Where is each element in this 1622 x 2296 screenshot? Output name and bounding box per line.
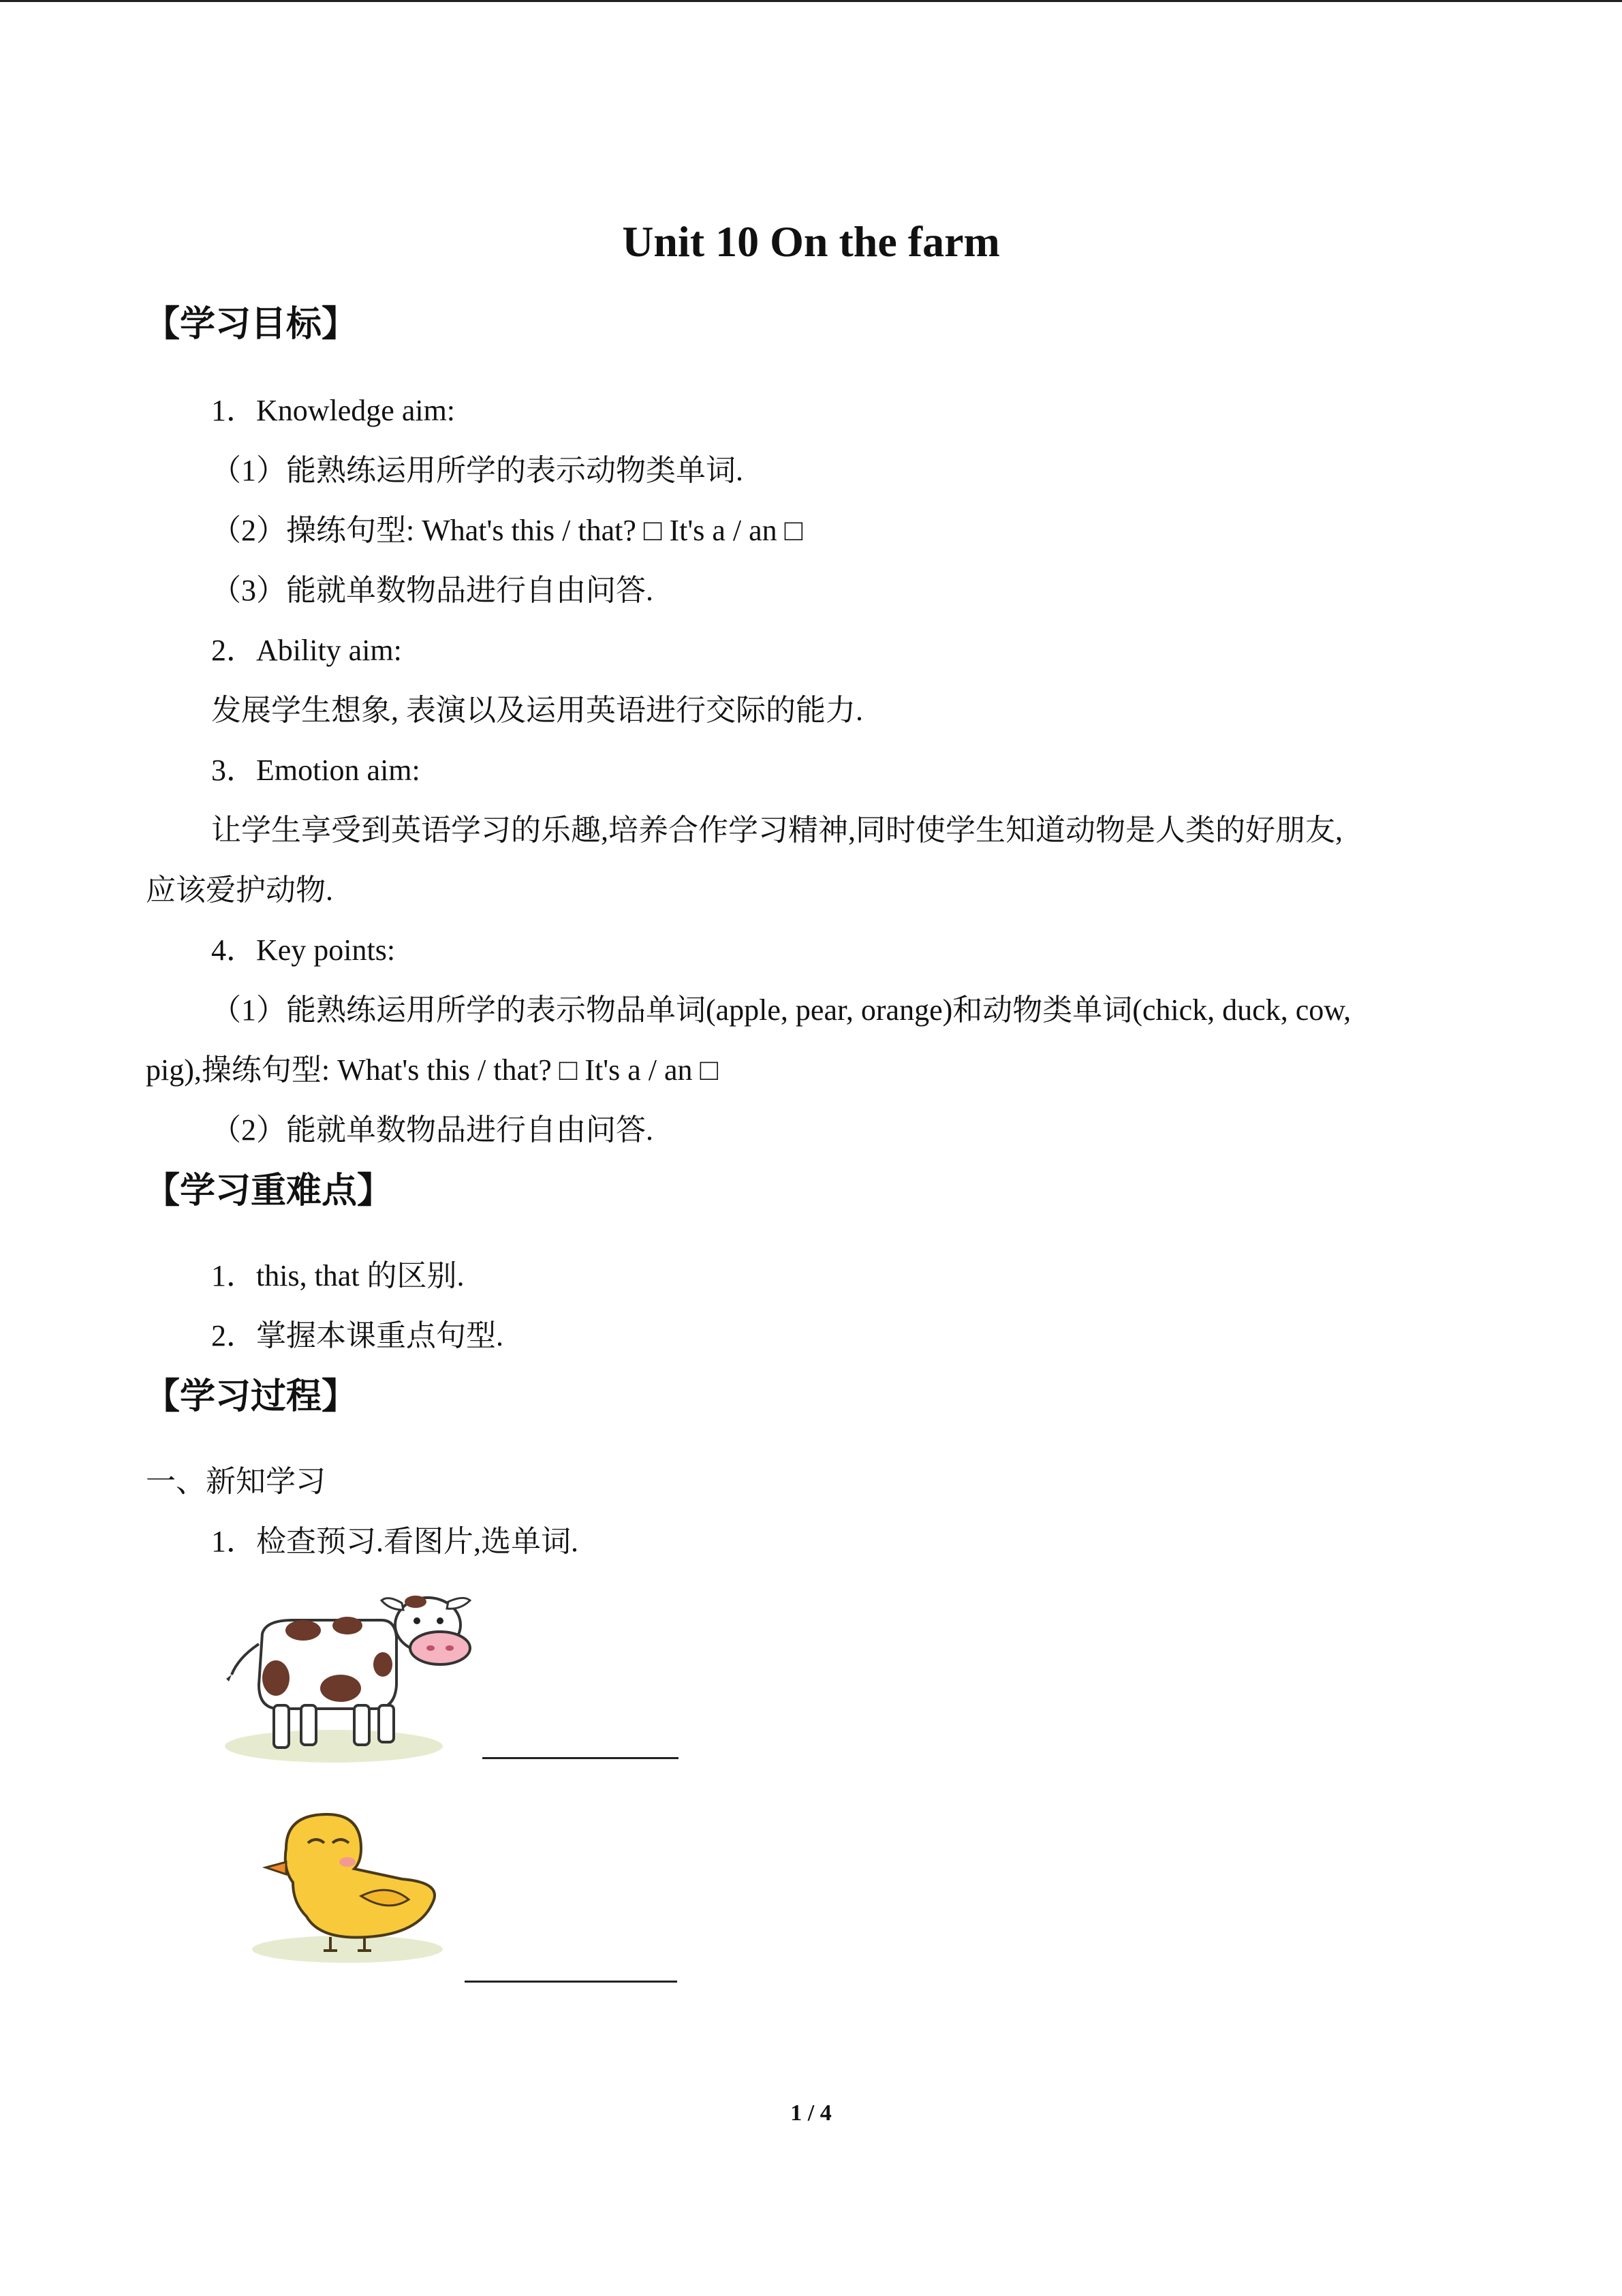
key-points-item-2: （2）能就单数物品进行自由问答. [211, 1113, 653, 1147]
difficult-point-2: 2．掌握本课重点句型. [211, 1319, 503, 1352]
difficult-point-1: 1．this, that 的区别. [211, 1259, 465, 1292]
ability-aim-text: 发展学生想象, 表演以及运用英语进行交际的能力. [211, 694, 863, 727]
emotion-aim-label: 3．Emotion aim: [211, 754, 420, 787]
knowledge-aim-label: 1．Knowledge aim: [211, 394, 456, 427]
emotion-aim-text-line2: 应该爱护动物. [146, 873, 333, 907]
section-heading-objectives: 【学习目标】 [144, 304, 358, 345]
page-number: 1 / 4 [790, 2100, 832, 2126]
key-points-item-1-line1: （1）能熟练运用所学的表示物品单词(apple, pear, orange)和动物类单词(chick, duck, cow, [211, 993, 1352, 1027]
knowledge-aim-item-1: （1）能熟练运用所学的表示动物类单词. [211, 454, 743, 487]
knowledge-aim-item-3: （3）能就单数物品进行自由问答. [211, 574, 653, 607]
cow-illustration [211, 1583, 484, 1767]
answer-blank-chick[interactable] [465, 1981, 677, 1983]
process-part-1: 一、新知学习 [146, 1465, 326, 1498]
section-heading-process: 【学习过程】 [144, 1376, 358, 1417]
key-points-label: 4．Key points: [211, 933, 396, 967]
knowledge-aim-item-2: （2）操练句型: What's this / that? □ It's a / an □ [211, 514, 803, 547]
chick-illustration [245, 1801, 450, 1964]
process-step-1: 1．检查预习.看图片,选单词. [211, 1525, 578, 1558]
section-heading-key-difficult: 【学习重难点】 [144, 1170, 393, 1211]
page-title: Unit 10 On the farm [622, 217, 1000, 266]
key-points-item-1-line2: pig),操练句型: What's this / that? □ It's a / an □ [146, 1053, 719, 1087]
ability-aim-label: 2．Ability aim: [211, 634, 402, 667]
answer-blank-cow[interactable] [482, 1757, 679, 1759]
emotion-aim-text-line1: 让学生享受到英语学习的乐趣,培养合作学习精神,同时使学生知道动物是人类的好朋友, [211, 813, 1343, 847]
